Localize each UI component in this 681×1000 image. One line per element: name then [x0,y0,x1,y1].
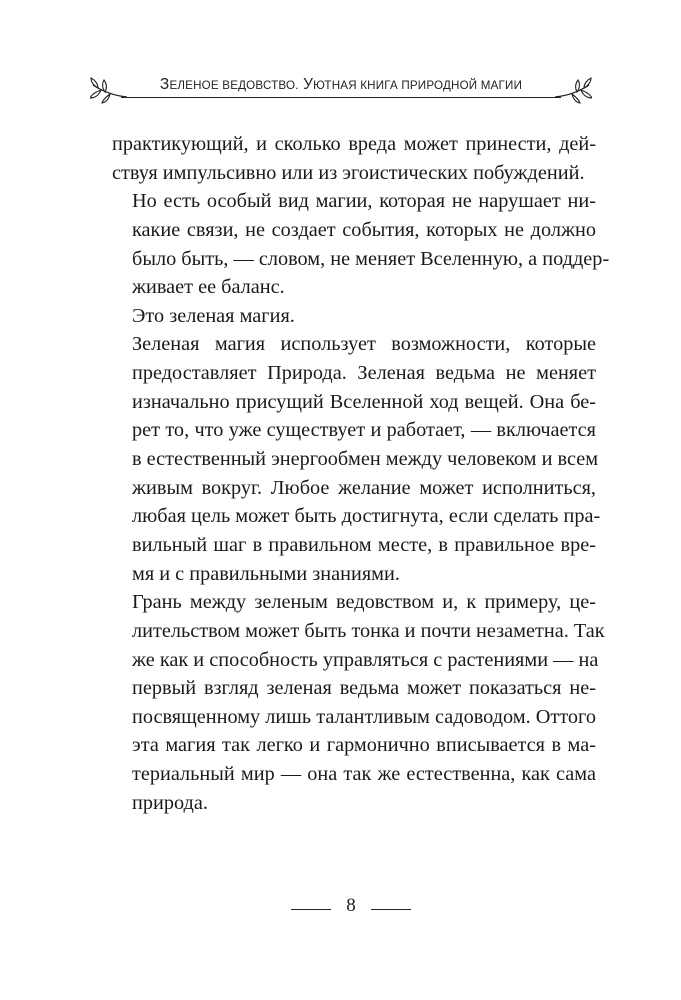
text-line: Грань между зеленым ведовством и, к примеру, це- [132,591,596,614]
text-line: териальный мир — она так же естественна, как сама [132,763,596,786]
text-line: ствуя импульсивно или из эгоистических побуждений. [112,161,585,184]
text-line: живает ее баланс. [132,276,285,299]
text-line: же как и способность управляться с растениями — на [132,648,599,671]
page-number: 8 [346,895,356,916]
text-line: практикующий, и сколько вреда может принести, дей- [112,133,596,155]
text-line: Но есть особый вид магии, которая не нарушает ни- [132,190,596,213]
text-line: первый взгляд зеленая ведьма может показаться не- [132,677,596,700]
running-header [90,66,592,106]
text-line: рет то, что уже существует и работает, — включается [132,419,596,442]
text-line: предоставляет Природа. Зеленая ведьма не меняет [132,362,596,385]
text-line: живым вокруг. Любое желание может исполниться, [132,476,596,499]
footer-rule-left [291,909,331,910]
text-line: изначально присущий Вселенной ход вещей. Она бе- [132,390,596,413]
paragraph [112,187,610,302]
text-line: вильный шаг в правильном месте, в правильное вре- [132,533,596,556]
text-line: лительством может быть тонка и почти незаметна. Так [132,619,605,642]
text-line: мя и с правильными знаниями. [132,562,400,585]
header-rule [121,97,561,98]
paragraph [112,130,596,187]
text-line: Это зеленая магия. [132,304,295,327]
running-header-title [90,76,592,94]
text-line: в естественный энергообмен между человеком и всем [132,448,599,471]
text-line: какие связи, не создает события, которых не должно [132,218,596,241]
page-footer [0,893,681,923]
body-text [112,130,610,817]
paragraph [112,302,596,331]
header-title-part: З [159,76,170,93]
paragraph [112,330,601,588]
footer-rule-right [371,909,411,910]
header-title-part: ЮТНАЯ КНИГА ПРИРОДНОЙ МАГИИ [313,79,523,92]
text-line: посвященному лишь талантливым садоводом. Оттого [132,705,596,728]
text-line: любая цель может быть достигнута, если сделать пра- [132,505,601,528]
header-title-part: У [298,76,314,93]
text-line: природа. [132,791,208,814]
sprig-icon [554,74,592,104]
text-line: было быть, — словом, не меняет Вселенную, а поддер- [132,247,610,270]
text-line: эта магия так легко и гармонично вписывается в ма- [132,734,596,757]
text-line: Зеленая магия использует возможности, которые [132,333,596,356]
header-title-part: ЕЛЕНОЕ ВЕДОВСТВО. [169,79,299,92]
paragraph [112,588,605,817]
